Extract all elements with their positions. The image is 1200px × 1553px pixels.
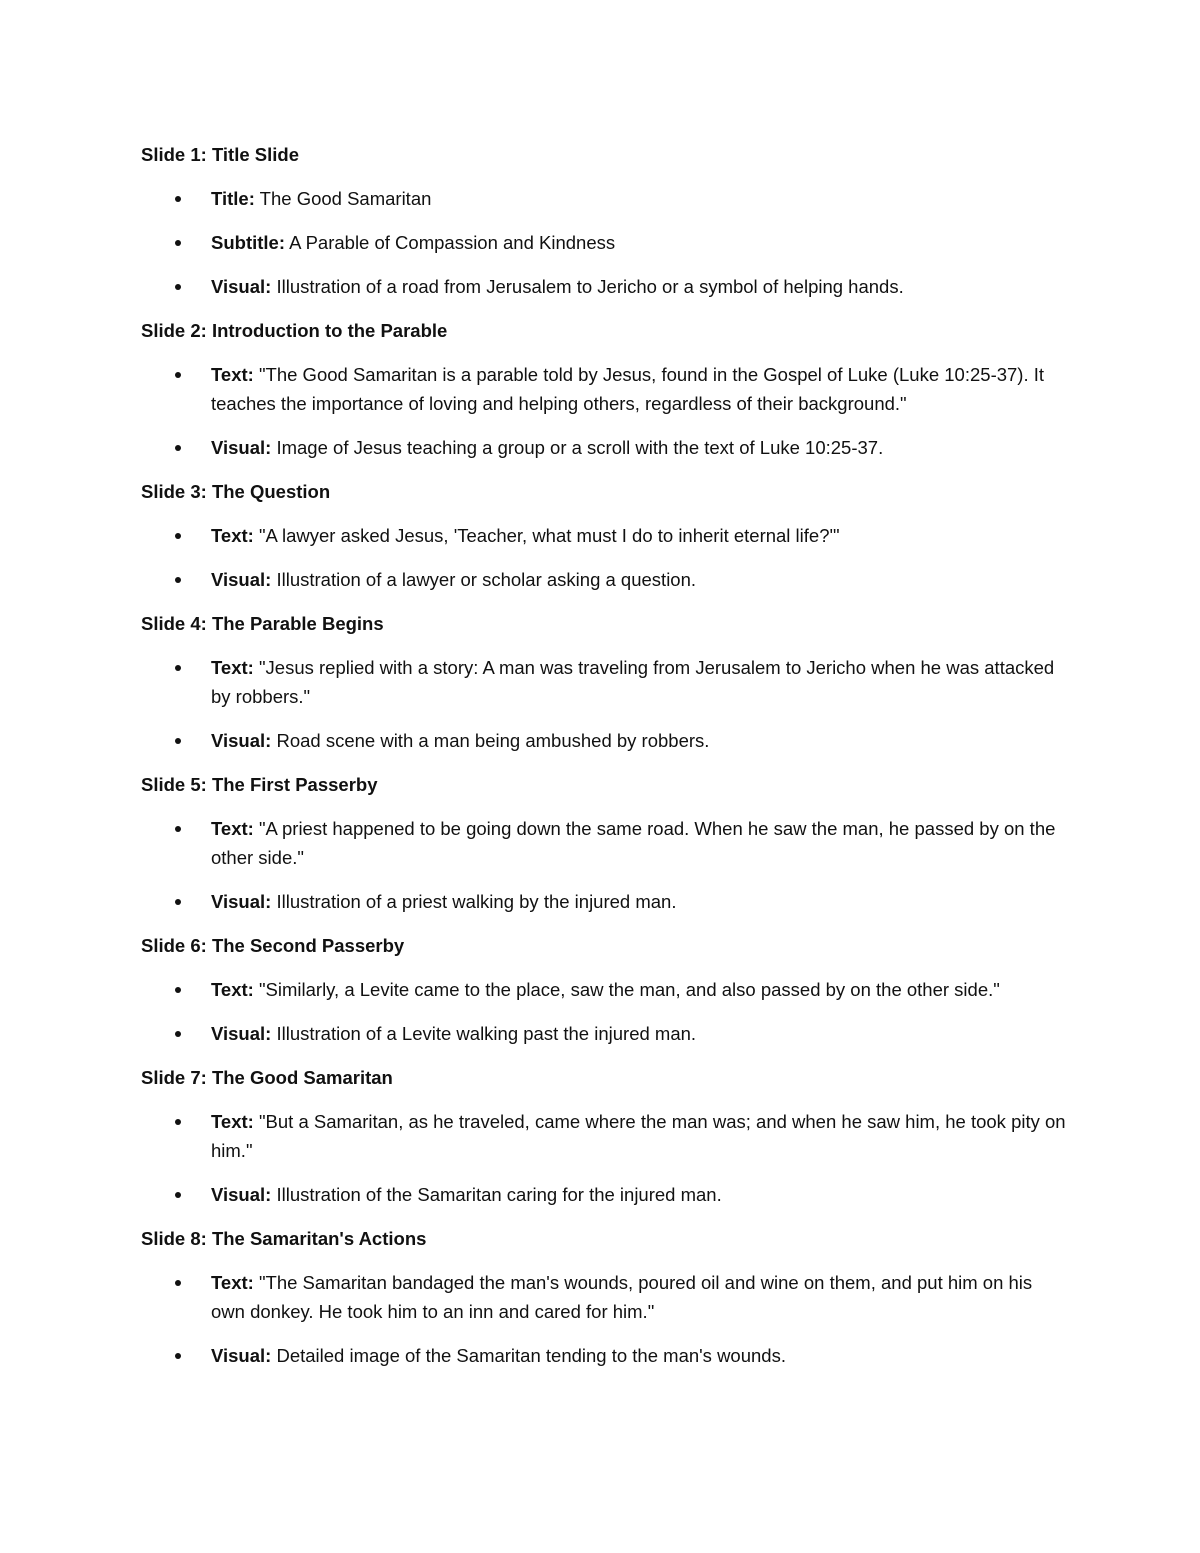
item-text: "A priest happened to be going down the same road. When he saw the man, he passed by on the other side." — [211, 818, 1056, 868]
bullet-list — [141, 1107, 1071, 1209]
item-label: Text: — [211, 525, 254, 546]
item-label: Title: — [211, 188, 255, 209]
item-text: Detailed image of the Samaritan tending to the man's wounds. — [276, 1345, 786, 1366]
bullet-icon — [175, 1192, 181, 1198]
slide-section — [141, 609, 1071, 755]
bullet-icon — [175, 1353, 181, 1359]
item-label: Visual: — [211, 1184, 272, 1205]
bullet-icon — [175, 1031, 181, 1037]
item-label: Text: — [211, 1272, 254, 1293]
slide-section — [141, 1224, 1071, 1370]
item-label: Text: — [211, 818, 254, 839]
item-text: Image of Jesus teaching a group or a scroll with the text of Luke 10:25-37. — [276, 437, 884, 458]
bullet-list — [141, 653, 1071, 755]
item-text: Illustration of a lawyer or scholar asking a question. — [276, 569, 697, 590]
item-text: Illustration of a Levite walking past the injured man. — [276, 1023, 697, 1044]
bullet-icon — [175, 1119, 181, 1125]
bullet-icon — [175, 533, 181, 539]
item-text: "Similarly, a Levite came to the place, saw the man, and also passed by on the other side." — [258, 979, 1000, 1000]
bullet-icon — [175, 1280, 181, 1286]
bullet-icon — [175, 240, 181, 246]
item-text: Illustration of a priest walking by the injured man. — [276, 891, 677, 912]
item-text: "A lawyer asked Jesus, 'Teacher, what must I do to inherit eternal life?'" — [258, 525, 840, 546]
slide-heading: Slide 1: Title Slide — [141, 144, 299, 165]
item-text: "Jesus replied with a story: A man was traveling from Jerusalem to Jericho when he was attacked by robbers." — [211, 657, 1055, 707]
list-item — [141, 887, 1071, 916]
item-text: "But a Samaritan, as he traveled, came where the man was; and when he saw him, he took pity on him." — [211, 1111, 1066, 1161]
item-text: The Good Samaritan — [259, 188, 432, 209]
bullet-icon — [175, 284, 181, 290]
item-label: Subtitle: — [211, 232, 285, 253]
bullet-list — [141, 521, 1071, 594]
slide-section — [141, 931, 1071, 1048]
bullet-icon — [175, 987, 181, 993]
list-item — [141, 521, 1071, 550]
item-text: "The Good Samaritan is a parable told by Jesus, found in the Gospel of Luke (Luke 10:25-37). It teaches the importance of loving and helping others, regardless of their background." — [211, 364, 1045, 414]
bullet-icon — [175, 665, 181, 671]
list-item — [141, 1268, 1071, 1326]
slide-heading: Slide 3: The Question — [141, 481, 331, 502]
list-item — [141, 272, 1071, 301]
list-item — [141, 1180, 1071, 1209]
item-label: Visual: — [211, 569, 272, 590]
bullet-icon — [175, 372, 181, 378]
bullet-icon — [175, 826, 181, 832]
list-item — [141, 1019, 1071, 1048]
slide-section — [141, 316, 1071, 462]
bullet-icon — [175, 577, 181, 583]
slide-heading: Slide 6: The Second Passerby — [141, 935, 405, 956]
item-label: Visual: — [211, 891, 272, 912]
item-text: A Parable of Compassion and Kindness — [289, 232, 616, 253]
item-label: Visual: — [211, 276, 272, 297]
list-item — [141, 184, 1071, 213]
slide-section — [141, 140, 1071, 301]
list-item — [141, 975, 1071, 1004]
list-item — [141, 1107, 1071, 1165]
slide-heading: Slide 4: The Parable Begins — [141, 613, 384, 634]
item-label: Visual: — [211, 730, 272, 751]
bullet-list — [141, 360, 1071, 462]
slide-section — [141, 770, 1071, 916]
bullet-list — [141, 184, 1071, 301]
list-item — [141, 814, 1071, 872]
slide-heading: Slide 8: The Samaritan's Actions — [141, 1228, 427, 1249]
item-label: Text: — [211, 979, 254, 1000]
bullet-list — [141, 975, 1071, 1048]
slide-heading: Slide 2: Introduction to the Parable — [141, 320, 448, 341]
item-text: "The Samaritan bandaged the man's wounds, poured oil and wine on them, and put him on his own donkey. He took him to an inn and cared for him." — [211, 1272, 1033, 1322]
item-text: Illustration of the Samaritan caring for the injured man. — [276, 1184, 722, 1205]
bullet-list — [141, 814, 1071, 916]
slide-section — [141, 1063, 1071, 1209]
list-item — [141, 726, 1071, 755]
slide-heading: Slide 7: The Good Samaritan — [141, 1067, 393, 1088]
bullet-icon — [175, 196, 181, 202]
slide-heading: Slide 5: The First Passerby — [141, 774, 378, 795]
item-label: Text: — [211, 364, 254, 385]
list-item — [141, 360, 1071, 418]
bullet-list — [141, 1268, 1071, 1370]
list-item — [141, 565, 1071, 594]
item-label: Text: — [211, 657, 254, 678]
bullet-icon — [175, 738, 181, 744]
list-item — [141, 653, 1071, 711]
item-text: Illustration of a road from Jerusalem to Jericho or a symbol of helping hands. — [276, 276, 904, 297]
item-label: Visual: — [211, 1023, 272, 1044]
slide-section — [141, 477, 1071, 594]
list-item — [141, 228, 1071, 257]
item-text: Road scene with a man being ambushed by robbers. — [276, 730, 710, 751]
bullet-icon — [175, 445, 181, 451]
list-item — [141, 433, 1071, 462]
item-label: Text: — [211, 1111, 254, 1132]
item-label: Visual: — [211, 437, 272, 458]
document-body — [141, 140, 1071, 1385]
item-label: Visual: — [211, 1345, 272, 1366]
list-item — [141, 1341, 1071, 1370]
bullet-icon — [175, 899, 181, 905]
